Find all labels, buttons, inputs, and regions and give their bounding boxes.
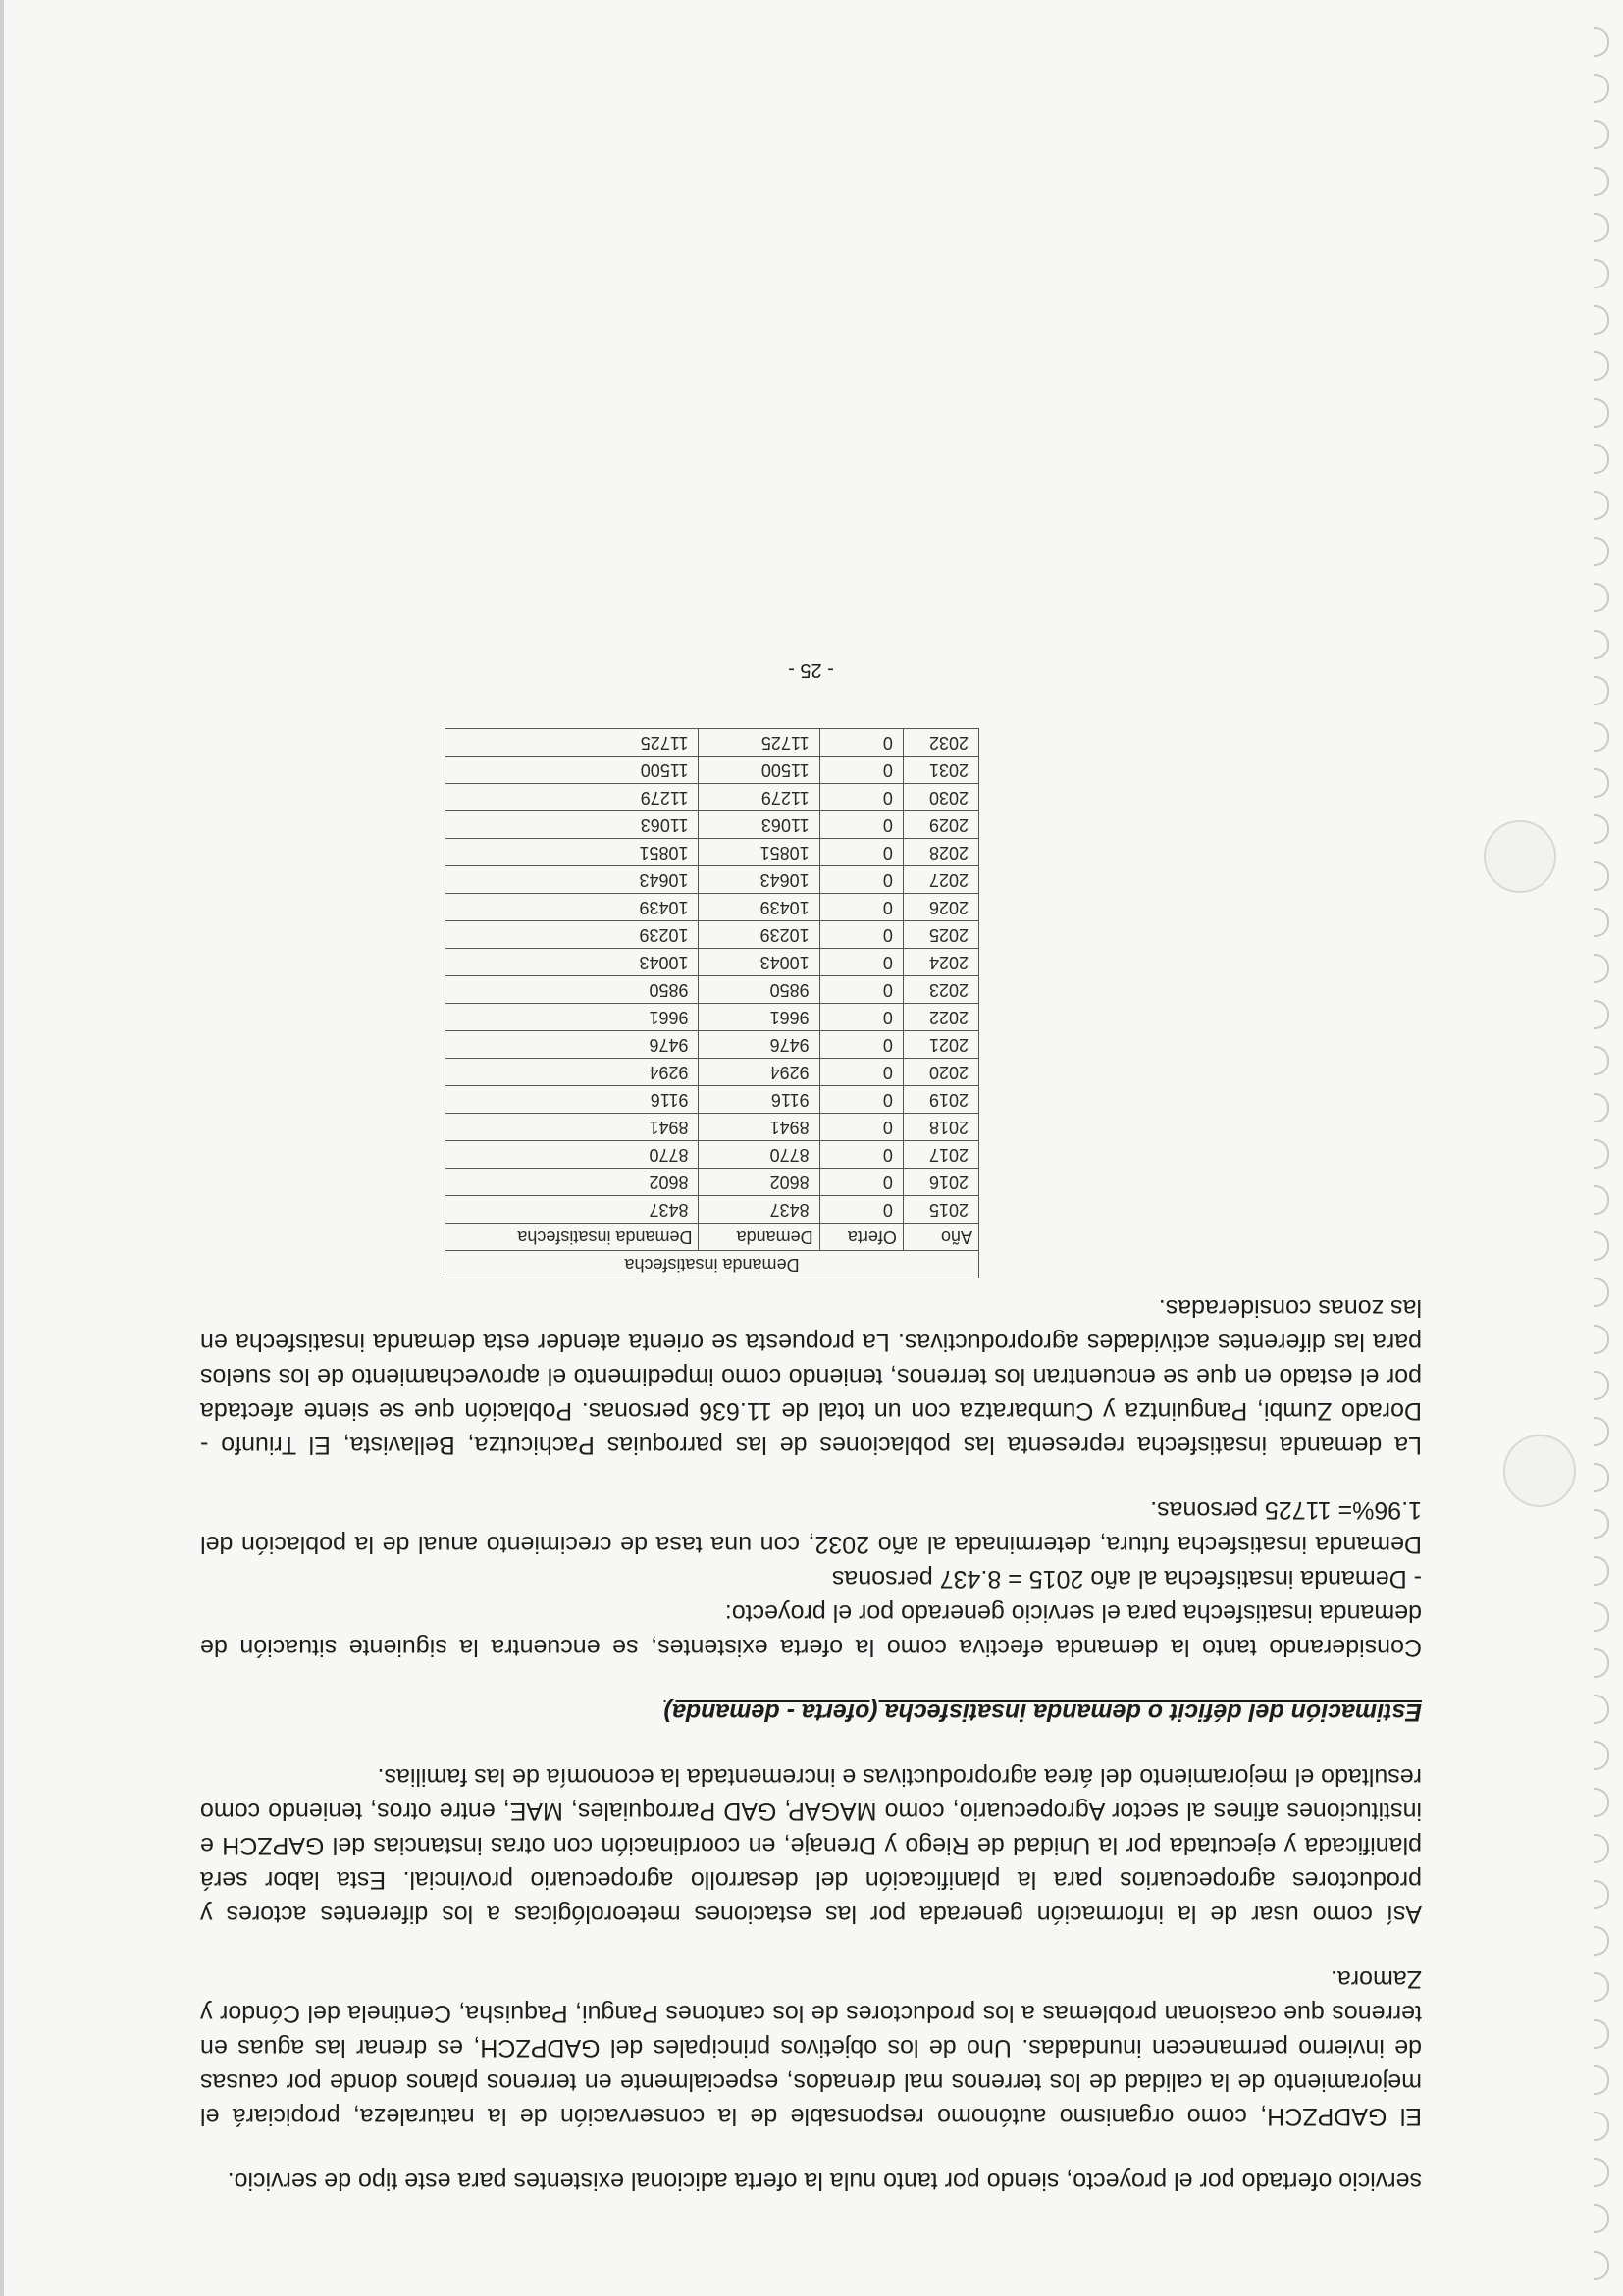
table-header-cell: Año — [903, 1224, 978, 1251]
table-cell: 0 — [819, 921, 903, 949]
page-number: - 25 - — [788, 659, 834, 681]
table-row — [445, 894, 979, 921]
table-cell: 2022 — [903, 1004, 978, 1031]
table-cell: 0 — [819, 839, 903, 866]
table-header-cell: Demanda — [699, 1224, 819, 1251]
table-cell: 11063 — [445, 811, 700, 839]
section-heading: Estimación del déficit o demanda insatisfecha (oferta - demanda) — [663, 1698, 1422, 1726]
table-cell: 10643 — [445, 866, 700, 894]
table-row — [445, 949, 979, 976]
table-cell: 10439 — [445, 894, 700, 921]
table-cell: 0 — [819, 1114, 903, 1141]
paragraph-parishes: La demanda insatisfecha representa las poblaciones de las parroquias Pachicutza, Bellavista, El Triunfo - Dorado Zumbi, Panguintza y Cumbaratza con un total de 11.636 personas. Población que se siente afectada por el estado en que se encuentran los terrenos, teniendo como impedimento el aprovechamiento de los suelos para las diferentes actividades agroproductivas. La propuesta se orienta atender esta demanda insatisfecha en las zonas consideradas. — [200, 1294, 1422, 1459]
table-cell: 8602 — [699, 1169, 819, 1196]
table-cell: 11725 — [445, 729, 700, 757]
table-cell: 0 — [819, 784, 903, 811]
table-cell: 8437 — [699, 1196, 819, 1224]
table-cell: 11279 — [699, 784, 819, 811]
table-cell: 11500 — [445, 757, 700, 784]
paragraph-considerando: Considerando tanto la demanda efectiva como la oferta existentes, se encuentra la siguiente situación de demanda insatisfecha para el servicio generado por el proyecto: — [200, 1599, 1422, 1661]
paragraph-gadpzch: El GADPZCH, como organismo autónomo responsable de la conservación de la naturaleza, propiciará el mejoramiento de la calidad de los terrenos mal drenados, especialmente en terrenos planos donde por causas de invierno permanecen inundadas. Uno de los objetivos principales del GADPZCH, es drenar las aguas en terrenos que ocasionan problemas a los productores de los cantones Pangui, Paquisha, Centinela del Cóndor y Zamora. — [200, 1965, 1422, 2130]
table-cell: 8770 — [699, 1141, 819, 1169]
table-cell: 10851 — [445, 839, 700, 866]
table-cell: 10439 — [699, 894, 819, 921]
table-cell: 2028 — [903, 839, 978, 866]
table-cell: 0 — [819, 729, 903, 757]
table-row — [445, 1059, 979, 1086]
table-cell: 10239 — [699, 921, 819, 949]
table-cell: 11725 — [699, 729, 819, 757]
table-row — [445, 1114, 979, 1141]
table-cell: 0 — [819, 866, 903, 894]
table-cell: 2031 — [903, 757, 978, 784]
paragraph-intro: servicio ofertado por el proyecto, siendo por tanto nula la oferta adicional existentes para este tipo de servicio. — [227, 2167, 1422, 2195]
paragraph-future-demand: Demanda insatisfecha futura, determinada al año 2032, con una tasa de crecimiento anual de la población del 1.96%= 11725 personas. — [200, 1496, 1422, 1558]
table-cell: 8941 — [445, 1114, 700, 1141]
table-cell: 11063 — [699, 811, 819, 839]
table-body — [445, 729, 979, 1224]
table-row — [445, 1141, 979, 1169]
table-row — [445, 1196, 979, 1224]
table-row — [445, 1086, 979, 1114]
table-cell: 2016 — [903, 1169, 978, 1196]
table-cell: 10851 — [699, 839, 819, 866]
table-cell: 0 — [819, 1141, 903, 1169]
table-cell: 2017 — [903, 1141, 978, 1169]
table-cell: 2029 — [903, 811, 978, 839]
table-cell: 2026 — [903, 894, 978, 921]
table-cell: 0 — [819, 894, 903, 921]
table-cell: 9476 — [445, 1031, 700, 1059]
table-cell: 8437 — [445, 1196, 700, 1224]
table-cell: 0 — [819, 976, 903, 1004]
table-cell: 9294 — [699, 1059, 819, 1086]
table-cell: 0 — [819, 1004, 903, 1031]
table-cell: 2024 — [903, 949, 978, 976]
demand-table — [445, 728, 979, 1278]
table-cell: 9661 — [445, 1004, 700, 1031]
table-cell: 9294 — [445, 1059, 700, 1086]
table-row — [445, 976, 979, 1004]
table-cell: 0 — [819, 811, 903, 839]
table-row — [445, 729, 979, 757]
table-row — [445, 1169, 979, 1196]
table-row — [445, 1004, 979, 1031]
table-cell: 2025 — [903, 921, 978, 949]
table-header-row — [445, 1224, 979, 1251]
document-body — [200, 652, 1422, 2198]
table-cell: 11500 — [699, 757, 819, 784]
table-row — [445, 866, 979, 894]
table-header-cell: Oferta — [819, 1224, 903, 1251]
table-cell: 0 — [819, 1196, 903, 1224]
table-cell: 10043 — [699, 949, 819, 976]
table-cell: 0 — [819, 949, 903, 976]
table-header-cell: Demanda insatisfecha — [445, 1224, 700, 1251]
table-cell: 9661 — [699, 1004, 819, 1031]
table-cell: 2023 — [903, 976, 978, 1004]
table-cell: 9850 — [445, 976, 700, 1004]
table-cell: 2027 — [903, 866, 978, 894]
table-cell: 8770 — [445, 1141, 700, 1169]
table-cell: 9850 — [699, 976, 819, 1004]
table-row — [445, 839, 979, 866]
table-row — [445, 811, 979, 839]
table-cell: 2015 — [903, 1196, 978, 1224]
table-cell: 10239 — [445, 921, 700, 949]
table-cell: 10643 — [699, 866, 819, 894]
table-cell: 2030 — [903, 784, 978, 811]
table-cell: 2018 — [903, 1114, 978, 1141]
table-cell: 9116 — [445, 1086, 700, 1114]
table-cell: 2019 — [903, 1086, 978, 1114]
table-cell: 8602 — [445, 1169, 700, 1196]
table-cell: 0 — [819, 1169, 903, 1196]
table-cell: 9476 — [699, 1031, 819, 1059]
table-cell: 0 — [819, 1086, 903, 1114]
table-cell: 0 — [819, 1059, 903, 1086]
table-caption: Demanda insatisfecha — [445, 1251, 979, 1278]
table-row — [445, 921, 979, 949]
table-cell: 9116 — [699, 1086, 819, 1114]
table-cell: 2032 — [903, 729, 978, 757]
table-cell: 11279 — [445, 784, 700, 811]
table-cell: 2020 — [903, 1059, 978, 1086]
table-cell: 10043 — [445, 949, 700, 976]
table-row — [445, 757, 979, 784]
paragraph-information: Así como usar de la información generada por las estaciones meteorológicas a los diferentes actores y productores agropecuarios para la planificación del desarrollo agropecuario provincial. Esta labor será planificada y ejecutada por la Unidad de Riego y Drenaje, en coordinación con otras instancias del GAPZCH e instituciones afines al sector Agropecuario, como MAGAP, GAD Parroquiales, MAE, entre otros, teniendo como resultado el mejoramiento del área agroproductivas e incrementada la economía de las familias. — [200, 1763, 1422, 1928]
table-cell: 8941 — [699, 1114, 819, 1141]
table-cell: 0 — [819, 1031, 903, 1059]
table-row — [445, 784, 979, 811]
table-cell: 0 — [819, 757, 903, 784]
table-cell: 2021 — [903, 1031, 978, 1059]
line-demand-2015: - Demanda insatisfecha al año 2015 = 8.437 personas — [831, 1565, 1422, 1592]
table-row — [445, 1031, 979, 1059]
